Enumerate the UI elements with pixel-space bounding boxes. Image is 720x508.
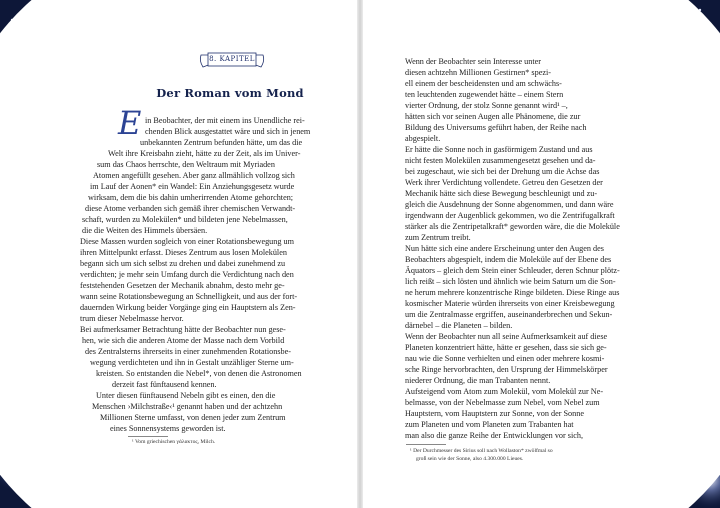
right-page-line: Wenn der Beobachter sein Interesse unter [405, 57, 541, 66]
right-page-line: nau wie die Sonne verhielten und einen oder mehrere kosmi- [405, 354, 605, 363]
right-page-line: Er hätte die Sonne noch in gasförmigem Zustand und aus [405, 145, 593, 154]
left-page-line: chenden Blick ausgestattet wäre und sich in jenem [145, 127, 311, 136]
right-page-line: diesen achtzehn Millionen Gestirnen* spezi- [405, 68, 551, 77]
right-page-line: stärker als die Zentripetalkraft* geworden wäre, die die Moleküle [405, 222, 620, 231]
left-page-line: unbekannten Zentrum befunden hätte, um das die [140, 138, 303, 147]
right-page-line: Hauptstern, vom Hauptstern zur Sonne, von der Sonne [405, 409, 584, 418]
right-page-line: ten leuchtenden zugewendet hätte – einem Stern [405, 90, 564, 99]
right-page-line: Werk ihrer Verdichtung vollendete. Getreu den Gesetzen der [405, 178, 603, 187]
left-footnote: ¹ Vom griechischen γάλακτος, Milch. [132, 439, 216, 445]
right-page-line: Nun hätte sich eine andere Erscheinung unter den Augen des [405, 244, 604, 253]
left-page-line: begann sich um sich selbst zu drehen und dabei zunehmend zu [80, 259, 286, 268]
left-page-line: Millionen Sterne umfasst, von denen jeder zum Zentrum [100, 413, 286, 422]
right-page-line: Wenn der Beobachter nun all seine Aufmerksamkeit auf diese [405, 332, 608, 341]
left-page-line: die die Weiten des Himmels übersäen. [82, 226, 208, 235]
left-page-line: diese Atome verbanden sich gemäß ihrer chemischen Verwandt- [85, 204, 296, 213]
right-page-line: ell einem der bescheidensten und am schwächs- [405, 79, 562, 88]
left-page-line: hen, wie sich die anderen Atome der Masse nach dem Vorbild [82, 336, 285, 345]
right-page-line: um die Zentralmasse ergriffen, auseinanderbrechen und Sekun- [405, 310, 613, 319]
right-page-line: vierter Ordnung, der stolz Sonne genannt wird¹ –, [405, 101, 568, 110]
right-page-line: lich reißt – sich lösten und ähnlich wie beim Saturn um die Son- [405, 277, 616, 286]
right-page-line: Planeten konzentriert hätte, hätte er gesehen, dass sie sich ge- [405, 343, 607, 352]
right-page-line: gleich die Ausdehnung der Sonne abgenommen, und dann wäre [405, 200, 614, 209]
right-page-line: Mechanik hätte sich diese Bewegung beschleunigt und zu- [405, 189, 598, 198]
left-page-line: wegung verdichteten und ihn in Gestalt unzähliger Sterne um- [90, 358, 294, 367]
left-page-line: eines Sonnensystems geworden ist. [110, 424, 226, 433]
left-page-line: im Lauf der Aonen* ein Wandel: Ein Anziehungsgesetz wurde [90, 182, 295, 191]
right-page-line: sche Ringe hervorbrachten, den Ursprung der Himmelskörper [405, 365, 608, 374]
drop-cap: E [118, 104, 142, 142]
right-page-line: hätten sich vor seinen Augen alle Phänomene, die zur [405, 112, 581, 121]
left-page-line: ihren Mittelpunkt erfasst. Dieses Zentrum aus losen Molekülen [80, 248, 287, 257]
right-page-line: niederer Ordnung, die man Trabanten nennt. [405, 376, 551, 385]
chapter-banner [197, 50, 267, 72]
right-page-line: man also die ganze Reihe der Entwicklungen vor sich, [405, 431, 584, 440]
left-page-line: trum dieser Nebelmasse hervor. [80, 314, 184, 323]
book-gutter [357, 0, 363, 508]
right-page-line: abgespielt. [405, 134, 441, 143]
left-page-line: wann seine Rotationsbewegung an Schnelligkeit, und aus der fort- [80, 292, 298, 301]
right-page-line: Bildung des Universums geführt haben, der Reihe nach [405, 123, 587, 132]
left-footnote-rule [128, 436, 168, 437]
left-page-line: Diese Massen wurden sogleich von einer Rotationsbewegung um [80, 237, 294, 246]
left-page-line: verdichten; je mehr sein Umfang durch die Verdichtung nach den [80, 270, 294, 279]
right-footnote-line-1: ¹ Der Durchmesser des Sirius soll nach Wollaston* zwölfmal so [410, 448, 553, 454]
right-page-line: zum Planeten und vom Planeten zum Trabanten hat [405, 420, 574, 429]
right-page-line: därnebel – die Planeten – bilden. [405, 321, 513, 330]
chapter-number: 8. KAPITEL [209, 55, 255, 63]
right-page-line: Äquators – gleich dem Stein einer Schleuder, deren Schnur plötz- [405, 266, 620, 275]
left-page-line: wirksam, dem die bis dahin umherirrenden Atome gehorchten; [88, 193, 294, 202]
right-page-line: Beobachters abgespielt, indem die Moleküle auf der Ebene des [405, 255, 612, 264]
left-page-line: schaft, wurden zu Molekülen* und bildeten jene Nebelmassen, [82, 215, 288, 224]
right-page-line: zum Zentrum treibt. [405, 233, 471, 242]
right-page-line: bei zugeschaut, wie sich bei der Drehung um die Achse das [405, 167, 600, 176]
right-page-line: Aufsteigend vom Atom zum Molekül, vom Molekül zur Ne- [405, 387, 604, 396]
right-footnote-line-2: groß sein wie der Sonne, also 4.300.000 Lieues. [416, 456, 524, 462]
right-page-line: belmasse, von der Nebelmasse zum Nebel, vom Nebel zum [405, 398, 600, 407]
left-page-line: Menschen ›Milchstraße‹¹ genannt haben und der achtzehn [92, 402, 283, 411]
left-page-line: Unter diesen fünftausend Nebeln gibt es einen, den die [96, 391, 276, 400]
left-page-line: feststehenden Gesetzen der Mechanik abnahm, desto mehr ge- [80, 281, 285, 290]
left-page-line: in Beobachter, der mit einem ins Unendliche rei- [145, 116, 305, 125]
left-page-line: Atomen angefüllt gesehen. Aber ganz allmählich vollzog sich [93, 171, 295, 180]
left-page-line: dauernden Wirkung beider Vorgänge ging ein Hauptstern als Zen- [80, 303, 296, 312]
left-page-line: des Zentralsterns ihrerseits in einer zunehmenden Rotationsbe- [85, 347, 291, 356]
left-page-line: sum das Chaos herrschte, den Weltraum mit Myriaden [97, 160, 275, 169]
chapter-title: Der Roman vom Mond [156, 86, 304, 100]
left-page-line: Welt ihre Kreisbahn zieht, hätte zu der Zeit, als im Univer- [108, 149, 301, 158]
right-page-line: irgendwann der Augenblick gekommen, wo die Zentrifugalkraft [405, 211, 615, 220]
right-page-line: kosmischer Materie würden ihrerseits von einer Kreisbewegung [405, 299, 615, 308]
right-page-line: nicht festen Molekülen zusammengesetzt gesehen und da- [405, 156, 596, 165]
left-page-line: kreisten. So entstanden die Nebel*, von denen die Astronomen [96, 369, 302, 378]
left-page-line: Bei aufmerksamer Betrachtung hätte der Beobachter nun gese- [80, 325, 286, 334]
right-page-line: ne herum mehrere konzentrische Ringe bildeten. Diese Ringe aus [405, 288, 620, 297]
left-page-line: derzeit fast fünftausend kennen. [112, 380, 217, 389]
right-footnote-rule [406, 444, 446, 445]
